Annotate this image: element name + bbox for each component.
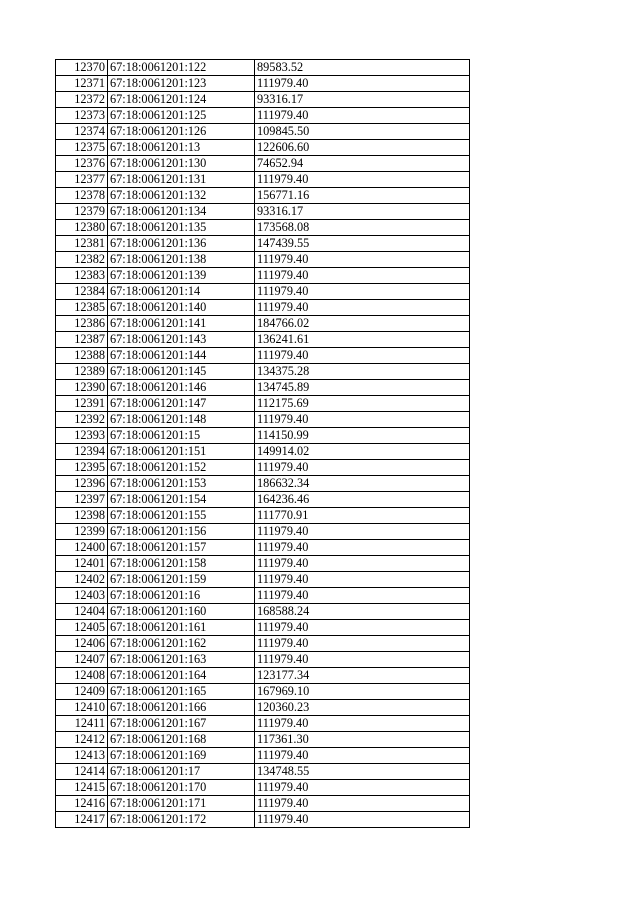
table-row — [56, 188, 470, 204]
cadastral-number-cell: 67:18:0061201:155 — [108, 508, 255, 524]
value-cell: 111979.40 — [255, 572, 470, 588]
cadastral-number-cell: 67:18:0061201:15 — [108, 428, 255, 444]
table-row — [56, 220, 470, 236]
row-number-cell: 12390 — [56, 380, 108, 396]
cadastral-number-cell: 67:18:0061201:152 — [108, 460, 255, 476]
value-cell: 111770.91 — [255, 508, 470, 524]
cadastral-number-cell: 67:18:0061201:169 — [108, 748, 255, 764]
cadastral-number-cell: 67:18:0061201:123 — [108, 76, 255, 92]
row-number-cell: 12380 — [56, 220, 108, 236]
table-row — [56, 700, 470, 716]
cadastral-number-cell: 67:18:0061201:153 — [108, 476, 255, 492]
cadastral-number-cell: 67:18:0061201:140 — [108, 300, 255, 316]
row-number-cell: 12404 — [56, 604, 108, 620]
table-row — [56, 556, 470, 572]
value-cell: 147439.55 — [255, 236, 470, 252]
cadastral-number-cell: 67:18:0061201:134 — [108, 204, 255, 220]
cadastral-number-cell: 67:18:0061201:148 — [108, 412, 255, 428]
row-number-cell: 12398 — [56, 508, 108, 524]
table-row — [56, 76, 470, 92]
value-cell: 111979.40 — [255, 588, 470, 604]
row-number-cell: 12375 — [56, 140, 108, 156]
value-cell: 111979.40 — [255, 268, 470, 284]
row-number-cell: 12389 — [56, 364, 108, 380]
cadastral-number-cell: 67:18:0061201:139 — [108, 268, 255, 284]
row-number-cell: 12378 — [56, 188, 108, 204]
value-cell: 111979.40 — [255, 780, 470, 796]
table-row — [56, 284, 470, 300]
table-row — [56, 572, 470, 588]
row-number-cell: 12411 — [56, 716, 108, 732]
table-row — [56, 124, 470, 140]
value-cell: 122606.60 — [255, 140, 470, 156]
value-cell: 111979.40 — [255, 172, 470, 188]
table-row — [56, 652, 470, 668]
table-row — [56, 796, 470, 812]
row-number-cell: 12383 — [56, 268, 108, 284]
value-cell: 111979.40 — [255, 284, 470, 300]
value-cell: 136241.61 — [255, 332, 470, 348]
cadastral-number-cell: 67:18:0061201:156 — [108, 524, 255, 540]
row-number-cell: 12392 — [56, 412, 108, 428]
cadastral-number-cell: 67:18:0061201:13 — [108, 140, 255, 156]
table-row — [56, 716, 470, 732]
value-cell: 111979.40 — [255, 716, 470, 732]
value-cell: 111979.40 — [255, 620, 470, 636]
cadastral-number-cell: 67:18:0061201:162 — [108, 636, 255, 652]
table-row — [56, 812, 470, 828]
value-cell: 134745.89 — [255, 380, 470, 396]
row-number-cell: 12417 — [56, 812, 108, 828]
cadastral-number-cell: 67:18:0061201:163 — [108, 652, 255, 668]
row-number-cell: 12387 — [56, 332, 108, 348]
cadastral-number-cell: 67:18:0061201:166 — [108, 700, 255, 716]
row-number-cell: 12391 — [56, 396, 108, 412]
value-cell: 120360.23 — [255, 700, 470, 716]
row-number-cell: 12377 — [56, 172, 108, 188]
row-number-cell: 12394 — [56, 444, 108, 460]
cadastral-number-cell: 67:18:0061201:122 — [108, 60, 255, 76]
row-number-cell: 12371 — [56, 76, 108, 92]
value-cell: 111979.40 — [255, 812, 470, 828]
value-cell: 93316.17 — [255, 204, 470, 220]
value-cell: 117361.30 — [255, 732, 470, 748]
value-cell: 111979.40 — [255, 652, 470, 668]
table-row — [56, 604, 470, 620]
value-cell: 186632.34 — [255, 476, 470, 492]
row-number-cell: 12405 — [56, 620, 108, 636]
cadastral-value-table — [55, 59, 470, 828]
row-number-cell: 12402 — [56, 572, 108, 588]
cadastral-number-cell: 67:18:0061201:144 — [108, 348, 255, 364]
cadastral-number-cell: 67:18:0061201:14 — [108, 284, 255, 300]
row-number-cell: 12407 — [56, 652, 108, 668]
value-cell: 184766.02 — [255, 316, 470, 332]
table-row — [56, 780, 470, 796]
table-row — [56, 252, 470, 268]
cadastral-number-cell: 67:18:0061201:171 — [108, 796, 255, 812]
value-cell: 111979.40 — [255, 540, 470, 556]
row-number-cell: 12410 — [56, 700, 108, 716]
value-cell: 114150.99 — [255, 428, 470, 444]
cadastral-number-cell: 67:18:0061201:126 — [108, 124, 255, 140]
cadastral-number-cell: 67:18:0061201:158 — [108, 556, 255, 572]
table-row — [56, 396, 470, 412]
table-row — [56, 300, 470, 316]
cadastral-number-cell: 67:18:0061201:160 — [108, 604, 255, 620]
table-row — [56, 636, 470, 652]
row-number-cell: 12416 — [56, 796, 108, 812]
cadastral-number-cell: 67:18:0061201:154 — [108, 492, 255, 508]
cadastral-number-cell: 67:18:0061201:146 — [108, 380, 255, 396]
table-row — [56, 412, 470, 428]
table-row — [56, 236, 470, 252]
table-row — [56, 508, 470, 524]
row-number-cell: 12401 — [56, 556, 108, 572]
value-cell: 111979.40 — [255, 636, 470, 652]
cadastral-number-cell: 67:18:0061201:124 — [108, 92, 255, 108]
table-row — [56, 60, 470, 76]
row-number-cell: 12395 — [56, 460, 108, 476]
table-row — [56, 764, 470, 780]
value-cell: 111979.40 — [255, 412, 470, 428]
row-number-cell: 12388 — [56, 348, 108, 364]
value-cell: 89583.52 — [255, 60, 470, 76]
cadastral-number-cell: 67:18:0061201:164 — [108, 668, 255, 684]
row-number-cell: 12373 — [56, 108, 108, 124]
value-cell: 111979.40 — [255, 796, 470, 812]
cadastral-number-cell: 67:18:0061201:151 — [108, 444, 255, 460]
table-row — [56, 428, 470, 444]
cadastral-number-cell: 67:18:0061201:145 — [108, 364, 255, 380]
cadastral-number-cell: 67:18:0061201:131 — [108, 172, 255, 188]
row-number-cell: 12381 — [56, 236, 108, 252]
cadastral-number-cell: 67:18:0061201:172 — [108, 812, 255, 828]
cadastral-number-cell: 67:18:0061201:161 — [108, 620, 255, 636]
row-number-cell: 12376 — [56, 156, 108, 172]
value-cell: 111979.40 — [255, 76, 470, 92]
value-cell: 111979.40 — [255, 348, 470, 364]
value-cell: 134375.28 — [255, 364, 470, 380]
cadastral-number-cell: 67:18:0061201:141 — [108, 316, 255, 332]
table-row — [56, 172, 470, 188]
row-number-cell: 12406 — [56, 636, 108, 652]
cadastral-number-cell: 67:18:0061201:147 — [108, 396, 255, 412]
cadastral-number-cell: 67:18:0061201:132 — [108, 188, 255, 204]
cadastral-number-cell: 67:18:0061201:170 — [108, 780, 255, 796]
table-row — [56, 460, 470, 476]
table-row — [56, 268, 470, 284]
cadastral-number-cell: 67:18:0061201:159 — [108, 572, 255, 588]
table-row — [56, 620, 470, 636]
value-cell: 134748.55 — [255, 764, 470, 780]
value-cell: 111979.40 — [255, 460, 470, 476]
row-number-cell: 12372 — [56, 92, 108, 108]
row-number-cell: 12393 — [56, 428, 108, 444]
value-cell: 112175.69 — [255, 396, 470, 412]
table-row — [56, 684, 470, 700]
cadastral-number-cell: 67:18:0061201:138 — [108, 252, 255, 268]
cadastral-number-cell: 67:18:0061201:143 — [108, 332, 255, 348]
cadastral-number-cell: 67:18:0061201:17 — [108, 764, 255, 780]
row-number-cell: 12374 — [56, 124, 108, 140]
row-number-cell: 12382 — [56, 252, 108, 268]
value-cell: 167969.10 — [255, 684, 470, 700]
table-row — [56, 444, 470, 460]
table-row — [56, 348, 470, 364]
table-row — [56, 204, 470, 220]
value-cell: 111979.40 — [255, 108, 470, 124]
table-row — [56, 732, 470, 748]
value-cell: 111979.40 — [255, 252, 470, 268]
cadastral-number-cell: 67:18:0061201:125 — [108, 108, 255, 124]
row-number-cell: 12370 — [56, 60, 108, 76]
row-number-cell: 12400 — [56, 540, 108, 556]
value-cell: 173568.08 — [255, 220, 470, 236]
value-cell: 123177.34 — [255, 668, 470, 684]
row-number-cell: 12403 — [56, 588, 108, 604]
table-row — [56, 668, 470, 684]
row-number-cell: 12415 — [56, 780, 108, 796]
value-cell: 111979.40 — [255, 300, 470, 316]
row-number-cell: 12397 — [56, 492, 108, 508]
cadastral-number-cell: 67:18:0061201:135 — [108, 220, 255, 236]
row-number-cell: 12408 — [56, 668, 108, 684]
row-number-cell: 12414 — [56, 764, 108, 780]
table-row — [56, 748, 470, 764]
cadastral-number-cell: 67:18:0061201:165 — [108, 684, 255, 700]
row-number-cell: 12385 — [56, 300, 108, 316]
table-row — [56, 524, 470, 540]
value-cell: 74652.94 — [255, 156, 470, 172]
value-cell: 93316.17 — [255, 92, 470, 108]
value-cell: 109845.50 — [255, 124, 470, 140]
table-row — [56, 92, 470, 108]
table-row — [56, 332, 470, 348]
value-cell: 111979.40 — [255, 748, 470, 764]
cadastral-number-cell: 67:18:0061201:130 — [108, 156, 255, 172]
row-number-cell: 12413 — [56, 748, 108, 764]
value-cell: 156771.16 — [255, 188, 470, 204]
row-number-cell: 12379 — [56, 204, 108, 220]
value-cell: 164236.46 — [255, 492, 470, 508]
table-row — [56, 364, 470, 380]
table-row — [56, 316, 470, 332]
cadastral-number-cell: 67:18:0061201:167 — [108, 716, 255, 732]
row-number-cell: 12399 — [56, 524, 108, 540]
value-cell: 111979.40 — [255, 556, 470, 572]
table-row — [56, 108, 470, 124]
table-body — [56, 60, 470, 828]
cadastral-number-cell: 67:18:0061201:168 — [108, 732, 255, 748]
row-number-cell: 12396 — [56, 476, 108, 492]
cadastral-number-cell: 67:18:0061201:157 — [108, 540, 255, 556]
row-number-cell: 12412 — [56, 732, 108, 748]
table-row — [56, 540, 470, 556]
table-row — [56, 380, 470, 396]
row-number-cell: 12409 — [56, 684, 108, 700]
table-row — [56, 492, 470, 508]
value-cell: 111979.40 — [255, 524, 470, 540]
row-number-cell: 12384 — [56, 284, 108, 300]
table-row — [56, 588, 470, 604]
cadastral-number-cell: 67:18:0061201:136 — [108, 236, 255, 252]
row-number-cell: 12386 — [56, 316, 108, 332]
table-row — [56, 476, 470, 492]
table-row — [56, 140, 470, 156]
value-cell: 149914.02 — [255, 444, 470, 460]
table-row — [56, 156, 470, 172]
value-cell: 168588.24 — [255, 604, 470, 620]
cadastral-number-cell: 67:18:0061201:16 — [108, 588, 255, 604]
